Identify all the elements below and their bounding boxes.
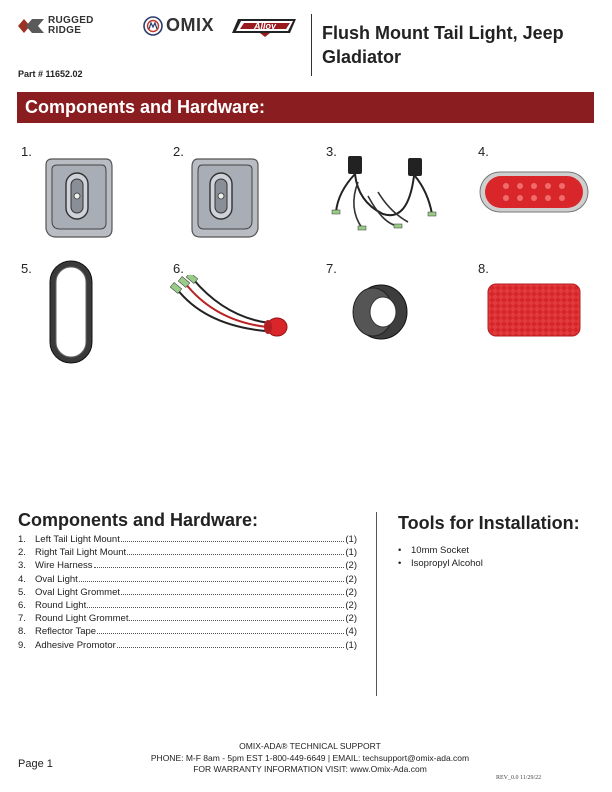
list-item: • 10mm Socket (398, 545, 470, 556)
rugged-ridge-mark-icon (18, 17, 44, 35)
list-item: • Isopropyl Alcohol (398, 558, 483, 569)
revision-label: REV_0.0 11/29/22 (496, 775, 542, 781)
list-item: 7. Round Light Grommet (2) (18, 613, 357, 625)
list-item: 1. Left Tail Light Mount (1) (18, 534, 357, 545)
figure-number: 1. (21, 144, 32, 159)
figure-number: 8. (478, 261, 489, 276)
document-title: Flush Mount Tail Light, Jeep Gladiator (322, 23, 564, 67)
figure-number: 3. (326, 144, 337, 159)
list-item: 6. Round Light (2) (18, 600, 357, 612)
figure-number: 5. (21, 261, 32, 276)
list-item: 2. Right Tail Light Mount (1) (18, 547, 357, 559)
banner-title: Components and Hardware: (25, 97, 266, 117)
page-number: Page 1 (18, 758, 53, 770)
figure-number: 2. (173, 144, 184, 159)
wire-harness-image (328, 152, 438, 234)
list-item: 5. Oval Light Grommet (2) (18, 586, 357, 598)
alloy-wordmark: Alloy (253, 21, 277, 31)
tools-list (398, 544, 483, 570)
list-item: 9. Adhesive Promotor (1) (18, 639, 357, 651)
rugged-ridge-logo (18, 16, 114, 36)
right-mount-image (188, 155, 264, 243)
round-light-image (165, 275, 295, 355)
tools-title: Tools for Installation: (398, 513, 580, 533)
round-grommet-image (347, 282, 411, 342)
components-list (18, 533, 357, 652)
omix-emblem-icon (143, 16, 163, 36)
part-number: Part # 11652.02 (18, 69, 83, 79)
alloy-logo (232, 17, 298, 37)
list-item: 3. Wire Harness (2) (18, 560, 357, 572)
list-item: 4. Oval Light (2) (18, 573, 357, 585)
figure-number: 6. (173, 261, 184, 276)
list-item: 8. Reflector Tape (4) (18, 626, 357, 638)
oval-light-image (478, 168, 590, 216)
oval-grommet-image (46, 257, 96, 367)
figure-number: 7. (326, 261, 337, 276)
omix-wordmark: OMIX (166, 15, 215, 35)
section-divider (376, 512, 377, 696)
support-heading: OMIX-ADA® TECHNICAL SUPPORT (239, 741, 381, 751)
figure-number: 4. (478, 144, 489, 159)
left-mount-image (40, 155, 116, 243)
support-contact: PHONE: M-F 8am - 5pm EST 1-800-449-6649 | EMAIL: techsupport@omix-ada.com (150, 752, 470, 763)
components-title: Components and Hardware: (18, 510, 259, 530)
warranty-info: FOR WARRANTY INFORMATION VISIT: www.Omix-Ada.com (193, 764, 427, 774)
reflector-tape-image (486, 282, 582, 338)
omix-logo (143, 15, 214, 36)
footer-support (120, 741, 500, 776)
rugged-ridge-wordmark: RUGGED RIDGE (48, 15, 94, 36)
header-divider (311, 14, 312, 76)
